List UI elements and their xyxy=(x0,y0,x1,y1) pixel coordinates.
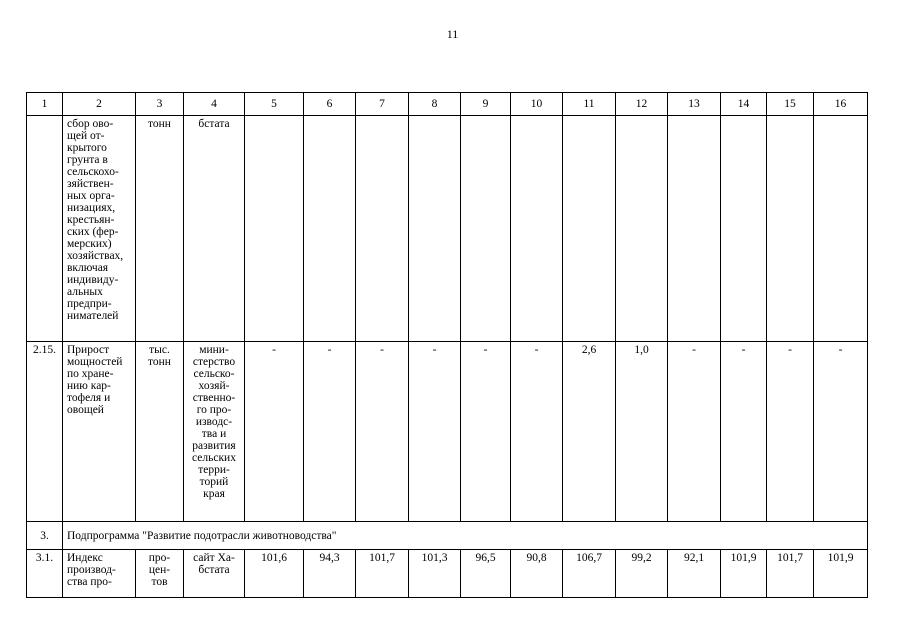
value-cell: 94,3 xyxy=(304,550,356,598)
header-cell: 9 xyxy=(461,93,511,116)
value-cell xyxy=(721,116,767,342)
value-cell: 101,3 xyxy=(409,550,461,598)
header-cell: 11 xyxy=(563,93,616,116)
value-cell: 101,7 xyxy=(356,550,409,598)
table-row xyxy=(27,116,868,342)
value-cell: 96,5 xyxy=(461,550,511,598)
header-cell: 6 xyxy=(304,93,356,116)
row-number-cell xyxy=(27,116,63,342)
indicator-name-cell: сбор ово- щей от- крытого грунта в сельскохо- зяйствен- ных орга- низациях, крестьян- ских (фер- мерских) хозяйствах, включая индивиду- альных предпри- нимателей xyxy=(63,116,136,342)
header-cell: 16 xyxy=(814,93,868,116)
value-cell xyxy=(461,116,511,342)
header-cell: 13 xyxy=(668,93,721,116)
source-cell: бстата xyxy=(184,116,245,342)
value-cell xyxy=(616,116,668,342)
value-cell xyxy=(814,116,868,342)
value-cell xyxy=(767,116,814,342)
value-cell xyxy=(563,116,616,342)
value-cell: - xyxy=(767,342,814,522)
value-cell: 92,1 xyxy=(668,550,721,598)
table-row xyxy=(27,342,868,522)
value-cell: 99,2 xyxy=(616,550,668,598)
table-row xyxy=(27,550,868,598)
value-cell: - xyxy=(814,342,868,522)
value-cell: 1,0 xyxy=(616,342,668,522)
indicator-name-cell: Индекс производ- ства про- xyxy=(63,550,136,598)
value-cell: 101,7 xyxy=(767,550,814,598)
value-cell: 2,6 xyxy=(563,342,616,522)
value-cell xyxy=(356,116,409,342)
indicator-name-cell: Прирост мощностей по хране- нию кар- тофеля и овощей xyxy=(63,342,136,522)
value-cell xyxy=(245,116,304,342)
indicators-table xyxy=(26,92,868,598)
header-cell: 8 xyxy=(409,93,461,116)
subprogram-title-cell: Подпрограмма "Развитие подотрасли животноводства" xyxy=(63,522,868,550)
source-cell: сайт Ха- бстата xyxy=(184,550,245,598)
value-cell xyxy=(409,116,461,342)
value-cell xyxy=(668,116,721,342)
row-number-cell: 3.1. xyxy=(27,550,63,598)
value-cell: 101,6 xyxy=(245,550,304,598)
value-cell: 90,8 xyxy=(511,550,563,598)
value-cell: 106,7 xyxy=(563,550,616,598)
row-number-cell: 3. xyxy=(27,522,63,550)
header-cell: 5 xyxy=(245,93,304,116)
unit-cell: тонн xyxy=(136,116,184,342)
header-cell: 4 xyxy=(184,93,245,116)
header-cell: 15 xyxy=(767,93,814,116)
value-cell xyxy=(304,116,356,342)
header-cell: 12 xyxy=(616,93,668,116)
row-number-cell: 2.15. xyxy=(27,342,63,522)
subprogram-row xyxy=(27,522,868,550)
table-header-row xyxy=(27,93,868,116)
value-cell: 101,9 xyxy=(721,550,767,598)
value-cell: - xyxy=(245,342,304,522)
header-cell: 10 xyxy=(511,93,563,116)
value-cell: - xyxy=(511,342,563,522)
unit-cell: про- цен- тов xyxy=(136,550,184,598)
value-cell xyxy=(511,116,563,342)
header-cell: 14 xyxy=(721,93,767,116)
page-number: 11 xyxy=(446,27,459,41)
header-cell: 3 xyxy=(136,93,184,116)
value-cell: - xyxy=(356,342,409,522)
value-cell: - xyxy=(304,342,356,522)
value-cell: - xyxy=(668,342,721,522)
source-cell: мини- стерство сельско- хозяй- ственно- го про- изводс- тва и развития сельских терри- торий края xyxy=(184,342,245,522)
header-cell: 2 xyxy=(63,93,136,116)
value-cell: - xyxy=(461,342,511,522)
header-cell: 7 xyxy=(356,93,409,116)
value-cell: 101,9 xyxy=(814,550,868,598)
value-cell: - xyxy=(721,342,767,522)
header-cell: 1 xyxy=(27,93,63,116)
value-cell: - xyxy=(409,342,461,522)
unit-cell: тыс. тонн xyxy=(136,342,184,522)
